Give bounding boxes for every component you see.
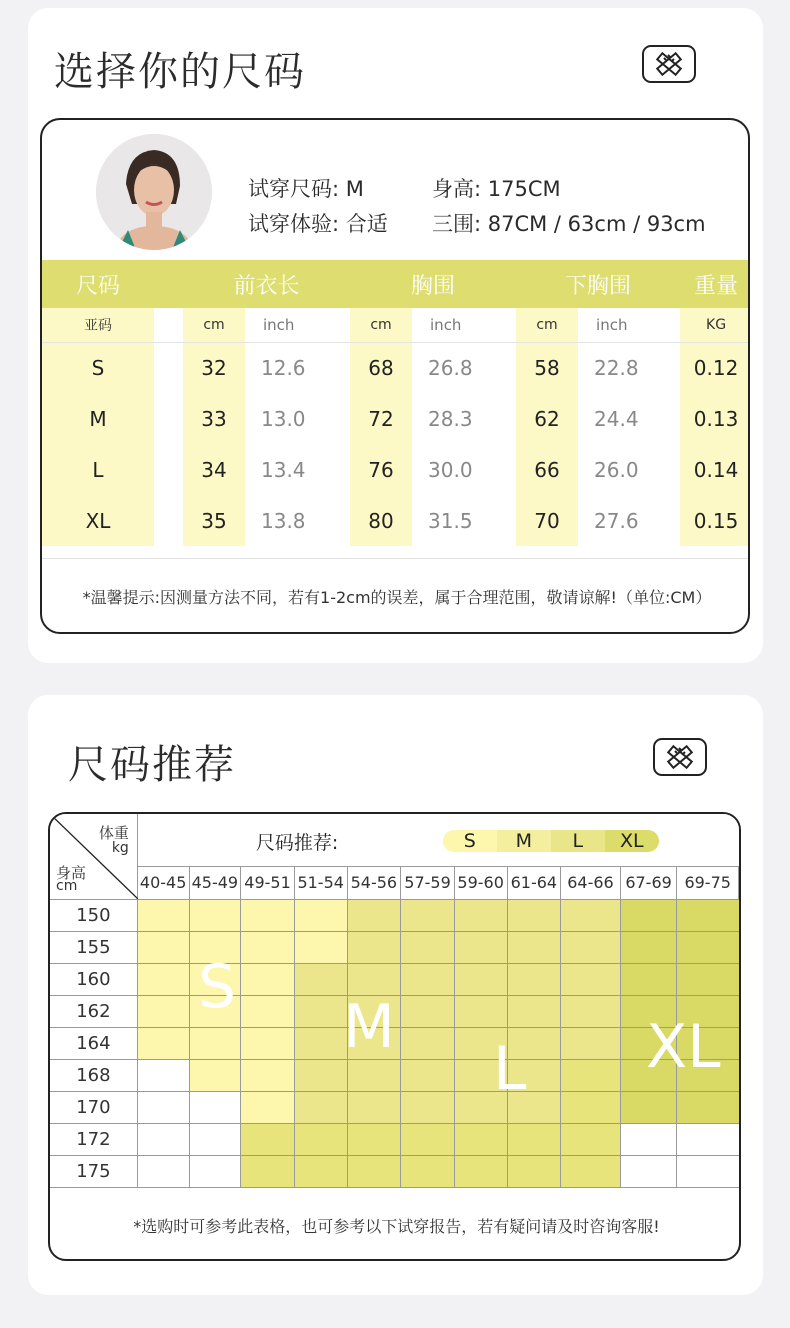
size-cell [347, 1059, 401, 1091]
size-cell [454, 931, 507, 963]
recommend-grid [50, 814, 739, 1188]
size-cell [507, 963, 561, 995]
model-height-text: 身高: 175CM [432, 177, 561, 201]
size-cell [347, 1027, 401, 1059]
height-label: 155 [50, 931, 137, 963]
weight-range-cell: 40-45 [137, 866, 189, 899]
size-cell [241, 963, 295, 995]
size-cell [561, 963, 621, 995]
size-cell [401, 1027, 455, 1059]
size-cell [507, 899, 561, 931]
height-label: 170 [50, 1091, 137, 1123]
cell-value: 0.15 [680, 495, 750, 546]
header-bust: 胸围 [350, 260, 516, 308]
size-cell [620, 931, 677, 963]
height-label: 168 [50, 1059, 137, 1091]
size-cell [677, 1059, 739, 1091]
cell-value: 66 [516, 444, 578, 495]
height-label: 175 [50, 1155, 137, 1187]
cell-value: 32 [183, 342, 245, 393]
cell-size: M [42, 393, 154, 444]
cell-value: 34 [183, 444, 245, 495]
height-row [50, 1027, 739, 1059]
size-cell [241, 1059, 295, 1091]
header-weight: 重量 [680, 260, 750, 308]
size-cell [189, 1091, 241, 1123]
legend-cell [137, 814, 738, 866]
size-cell [454, 899, 507, 931]
size-cell [677, 931, 739, 963]
legend-size-m: M [497, 830, 551, 852]
size-cell [454, 1059, 507, 1091]
size-cell [294, 1059, 347, 1091]
legend-size-l: L [551, 830, 605, 852]
cell-value: 33 [183, 393, 245, 444]
size-cell [620, 1059, 677, 1091]
size-cell [294, 963, 347, 995]
cell-value: 35 [183, 495, 245, 546]
size-cell [294, 1155, 347, 1187]
weight-range-cell: 59-60 [454, 866, 507, 899]
size-cell [241, 899, 295, 931]
cell-value: 0.13 [680, 393, 750, 444]
size-cell [241, 995, 295, 1027]
size-cell [401, 1155, 455, 1187]
height-label: 150 [50, 899, 137, 931]
corner-cell [50, 814, 137, 899]
size-cell [677, 963, 739, 995]
height-label: 172 [50, 1123, 137, 1155]
weight-range-cell: 57-59 [401, 866, 455, 899]
size-cell [401, 995, 455, 1027]
cell-value: 26.0 [594, 457, 639, 482]
size-cell [189, 899, 241, 931]
size-cell [620, 1027, 677, 1059]
size-cell [677, 1027, 739, 1059]
size-cell [401, 963, 455, 995]
legend-row [50, 814, 739, 866]
size-legend [443, 830, 659, 852]
size-cell [561, 931, 621, 963]
size-cell [137, 963, 189, 995]
recommend-note: *选购时可参考此表格，也可参考以下试穿报告，若有疑问请及时咨询客服! [133, 1216, 660, 1236]
size-cell [401, 1059, 455, 1091]
size-chart-card [28, 8, 763, 663]
cell-value: 62 [516, 393, 578, 444]
cell-value: 24.4 [594, 406, 639, 431]
subheader-cm: cm [350, 308, 412, 342]
size-cell [620, 963, 677, 995]
height-row [50, 899, 739, 931]
size-cell [561, 899, 621, 931]
try-size-text: 试穿尺码: M [248, 177, 364, 201]
size-cell [677, 1123, 739, 1155]
size-cell [294, 1027, 347, 1059]
size-cell [677, 1155, 739, 1187]
weight-range-cell: 61-64 [507, 866, 561, 899]
size-cell [189, 1059, 241, 1091]
cell-value: 22.8 [594, 355, 639, 380]
size-cell [677, 995, 739, 1027]
size-cell [347, 1155, 401, 1187]
size-cell [507, 931, 561, 963]
subheader-size: 亚码 [42, 308, 154, 342]
weight-range-cell: 67-69 [620, 866, 677, 899]
size-cell [507, 1155, 561, 1187]
table-row [42, 444, 750, 495]
size-cell [454, 1123, 507, 1155]
corner-weight: 体重 [98, 824, 129, 842]
measurement-note: *温馨提示:因测量方法不同，若有1-2cm的误差，属于合理范围，敬请谅解!（单位:CM） [42, 558, 750, 634]
cell-size: S [42, 342, 154, 393]
size-cell [137, 1155, 189, 1187]
size-cell [241, 1091, 295, 1123]
size-cell [189, 931, 241, 963]
table-subheader-row [42, 308, 750, 342]
subheader-inch: inch [412, 308, 516, 342]
size-recommend-card [28, 695, 763, 1295]
size-cell [454, 1027, 507, 1059]
size-cell [241, 1123, 295, 1155]
size-cell [507, 1059, 561, 1091]
subheader-inch: inch [578, 308, 680, 342]
legend-size-xl: XL [605, 830, 659, 852]
size-table-box [40, 118, 750, 634]
cell-value: 76 [350, 444, 412, 495]
section-title-recommend: 尺码推荐 [68, 742, 236, 788]
height-row [50, 1123, 739, 1155]
size-cell [507, 1027, 561, 1059]
size-cell [137, 1091, 189, 1123]
cell-value: 31.5 [428, 508, 473, 533]
table-row [42, 495, 750, 546]
size-cell [620, 1155, 677, 1187]
height-row [50, 931, 739, 963]
header-front-length: 前衣长 [183, 260, 350, 308]
size-cell [294, 1091, 347, 1123]
subheader-inch: inch [245, 308, 350, 342]
size-cell [241, 1155, 295, 1187]
size-cell [137, 899, 189, 931]
size-cell [137, 1027, 189, 1059]
recommend-table-box [48, 812, 741, 1261]
size-cell [189, 1155, 241, 1187]
ruler-pencil-glyph [663, 743, 697, 771]
size-cell [241, 931, 295, 963]
size-cell [189, 963, 241, 995]
weight-range-cell: 51-54 [294, 866, 347, 899]
height-label: 160 [50, 963, 137, 995]
height-row [50, 1091, 739, 1123]
size-cell [561, 1155, 621, 1187]
section-title-choose-size: 选择你的尺码 [54, 49, 306, 95]
size-cell [347, 995, 401, 1027]
subheader-cm: cm [183, 308, 245, 342]
cell-size: L [42, 444, 154, 495]
size-cell [347, 899, 401, 931]
try-experience-text: 试穿体验: 合适 [248, 212, 388, 236]
size-cell [677, 1091, 739, 1123]
big-label-l: L [493, 1034, 527, 1104]
size-cell [189, 1027, 241, 1059]
size-cell [294, 1123, 347, 1155]
size-cell [561, 1091, 621, 1123]
ruler-pencil-icon[interactable] [642, 45, 696, 83]
cell-value: 13.8 [261, 508, 306, 533]
big-label-m: M [343, 992, 395, 1062]
size-cell [347, 1123, 401, 1155]
cell-value: 70 [516, 495, 578, 546]
height-row [50, 1155, 739, 1187]
height-row [50, 963, 739, 995]
size-measurement-table [42, 260, 750, 546]
cell-value: 0.12 [680, 342, 750, 393]
header-size: 尺码 [42, 260, 154, 308]
size-cell [454, 1091, 507, 1123]
height-row [50, 995, 739, 1027]
size-cell [294, 995, 347, 1027]
height-label: 164 [50, 1027, 137, 1059]
cell-value: 12.6 [261, 355, 306, 380]
weight-range-cell: 49-51 [241, 866, 295, 899]
cell-value: 80 [350, 495, 412, 546]
cell-value: 27.6 [594, 508, 639, 533]
size-cell [189, 1123, 241, 1155]
cell-value: 26.8 [428, 355, 473, 380]
weight-range-cell: 54-56 [347, 866, 401, 899]
cell-size: XL [42, 495, 154, 546]
size-cell [561, 1059, 621, 1091]
legend-size-s: S [443, 830, 497, 852]
size-cell [677, 899, 739, 931]
size-cell [620, 1091, 677, 1123]
ruler-pencil-icon[interactable] [653, 738, 707, 776]
size-cell [401, 931, 455, 963]
size-cell [347, 931, 401, 963]
ruler-pencil-glyph [652, 50, 686, 78]
table-row [42, 342, 750, 393]
corner-height-unit: cm [56, 878, 78, 894]
size-cell [294, 899, 347, 931]
size-cell [401, 1123, 455, 1155]
size-cell [137, 931, 189, 963]
subheader-kg: KG [680, 308, 750, 342]
height-row [50, 1059, 739, 1091]
size-cell [620, 995, 677, 1027]
model-avatar [96, 134, 212, 250]
cell-value: 13.4 [261, 457, 306, 482]
size-cell [507, 1123, 561, 1155]
size-cell [454, 995, 507, 1027]
size-cell [561, 995, 621, 1027]
size-cell [561, 1123, 621, 1155]
subheader-cm: cm [516, 308, 578, 342]
cell-value: 68 [350, 342, 412, 393]
size-cell [620, 899, 677, 931]
weight-range-cell: 69-75 [677, 866, 739, 899]
size-cell [137, 1123, 189, 1155]
size-cell [401, 899, 455, 931]
cell-value: 72 [350, 393, 412, 444]
header-underbust: 下胸围 [516, 260, 680, 308]
model-measurements-text: 三围: 87CM / 63cm / 93cm [432, 212, 706, 236]
size-cell [454, 1155, 507, 1187]
corner-weight-unit: kg [111, 840, 129, 856]
size-cell [561, 1027, 621, 1059]
size-cell [137, 1059, 189, 1091]
legend-label: 尺码推荐: [255, 832, 339, 854]
size-cell [241, 1027, 295, 1059]
cell-value: 58 [516, 342, 578, 393]
size-cell [620, 1123, 677, 1155]
height-label: 162 [50, 995, 137, 1027]
size-cell [294, 931, 347, 963]
cell-value: 13.0 [261, 406, 306, 431]
weight-range-cell: 45-49 [189, 866, 241, 899]
big-label-xl: XL [646, 1012, 721, 1082]
size-cell [137, 995, 189, 1027]
corner-height: 身高 [56, 864, 87, 882]
cell-value: 30.0 [428, 457, 473, 482]
weight-range-cell: 64-66 [561, 866, 621, 899]
weight-range-row [50, 866, 739, 899]
table-row [42, 393, 750, 444]
cell-value: 28.3 [428, 406, 473, 431]
cell-value: 0.14 [680, 444, 750, 495]
size-cell [189, 995, 241, 1027]
size-cell [454, 963, 507, 995]
size-cell [507, 995, 561, 1027]
size-cell [507, 1091, 561, 1123]
big-label-s: S [198, 952, 237, 1022]
table-header-row [42, 260, 750, 308]
size-cell [401, 1091, 455, 1123]
size-cell [347, 963, 401, 995]
size-cell [347, 1091, 401, 1123]
